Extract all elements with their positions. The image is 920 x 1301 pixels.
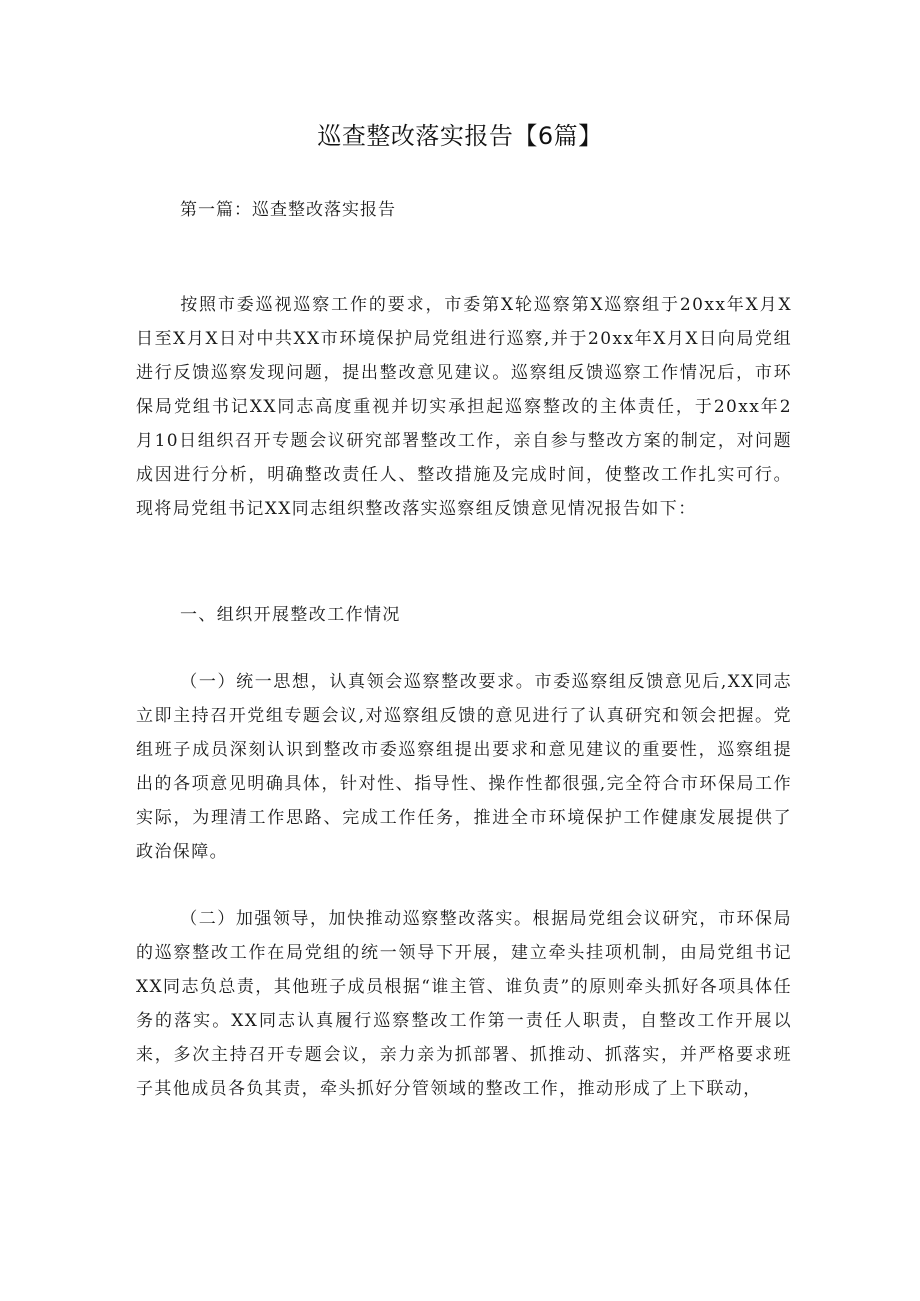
body-paragraph-intro: 按照市委巡视巡察工作的要求，市委第X轮巡察第X巡察组于20xx年X月X日至X月X日对中共XX市环境保护局党组进行巡察,并于20xx年X月X日向局党组进行反馈巡察发现问题，提出整改意见建议。巡察组反馈巡察工作情况后，市环保局党组书记XX同志高度重视并切实承担起巡察整改的主体责任，于20xx年2月10日组织召开专题会议研究部署整改工作，亲自参与整改方案的制定，对问题成因进行分析，明确整改责任人、整改措施及完成时间，使整改工作扎实可行。现将局党组书记XX同志组织整改落实巡察组反馈意见情况报告如下： [136, 295, 792, 519]
document-subtitle: 第一篇：巡查整改落实报告 [180, 200, 396, 220]
section-heading: 一、组织开展整改工作情况 [180, 605, 401, 625]
body-paragraph-unify-thinking: （一）统一思想，认真领会巡察整改要求。市委巡察组反馈意见后,XX同志立即主持召开党组专题会议,对巡察组反馈的意见进行了认真研究和领会把握。党组班子成员深刻认识到整改市委巡察组提出要求和意见建议的重要性，巡察组提出的各项意见明确具体，针对性、指导性、操作性都很强,完全符合市环保局工作实际，为理清工作思路、完成工作任务，推进全市环境保护工作健康发展提供了政治保障。 [136, 672, 792, 862]
body-paragraph-strengthen-leadership: （二）加强领导，加快推动巡察整改落实。根据局党组会议研究，市环保局的巡察整改工作在局党组的统一领导下开展，建立牵头挂项机制，由局党组书记XX同志负总责，其他班子成员根据“谁主管、谁负责”的原则牵头抓好各项具体任务的落实。XX同志认真履行巡察整改工作第一责任人职责，自整改工作开展以来，多次主持召开专题会议，亲力亲为抓部署、抓推动、抓落实，并严格要求班子其他成员各负其责，牵头抓好分管领域的整改工作，推动形成了上下联动， [136, 909, 792, 1099]
document-title: 巡查整改落实报告【6篇】 [317, 122, 603, 150]
